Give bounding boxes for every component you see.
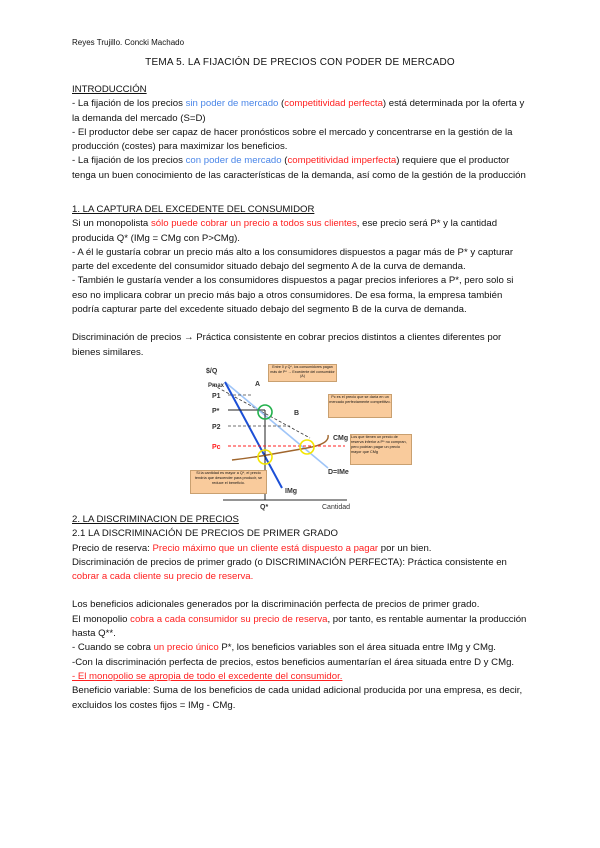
text: ( [281,155,288,167]
pc-label: Pc [212,444,221,451]
note-higher-quantity: Si la cantidad es mayor a Q*, el precio tendría que descender para producir, se reduce el beneficio. [190,470,267,494]
section-2-paragraph-1 [72,542,530,556]
note-consumer-surplus: Entre 0 y Q*, los consumidores pagan más de P* → Excedente del consumidor (A) [268,364,337,382]
section-2-paragraph-5 [72,641,530,655]
highlight-red: cobra a cada consumidor su precio de reserva [130,613,328,625]
section-2 [72,513,530,713]
text: P*, los beneficios variables son el área situada entre IMg y CMg. [218,642,496,654]
highlight-red: sólo puede cobrar un precio a todos sus clientes [150,218,357,230]
text: por un bien. [378,542,432,554]
cmg-label: CMg [333,435,349,442]
section-1-heading: 1. LA CAPTURA DEL EXCEDENTE DEL CONSUMIDOR [72,204,315,215]
text: - Cuando se cobra [72,642,154,654]
text: Si un monopolista [72,218,151,230]
highlight-blue: con poder de mercado [185,155,282,167]
highlight-red: un precio único [153,642,219,654]
text: - La fijación de los precios [72,98,186,110]
section-2-1-heading: 2.1 LA DISCRIMINACIÓN DE PRECIOS DE PRIMER GRADO [72,528,339,540]
section-2-paragraph-3: Los beneficios adicionales generados por la discriminación perfecta de precios de primer grado. [72,599,480,611]
pmax-label: Pmax [208,383,225,389]
section-2-heading: 2. LA DISCRIMINACION DE PRECIOS [72,514,239,525]
section-2-paragraph-2 [72,556,530,585]
page-header-author: Reyes Trujillo. Concki Machado [72,38,185,47]
demand-label: D=IMe [328,469,349,476]
page-title: TEMA 5. LA FIJACIÓN DE PRECIOS CON PODER DE MERCADO [145,57,455,68]
section-1-paragraph-2: - A él le gustaría cobrar un precio más alto a los consumidores dispuestos a pagar más de P* y capturar parte del excedente del consumidor situado debajo del segmento A de la curva de demanda. [72,246,514,273]
text: El monopolio [72,613,131,625]
qstar-label: Q* [260,504,269,511]
section-2-paragraph-7: - El monopolio se apropia de todo el excedente del consumidor. [72,670,343,682]
highlight-blue: sin poder de mercado [185,98,279,110]
intro-heading: INTRODUCCIÓN [72,84,147,95]
p1-label: P1 [212,393,221,400]
section-2-paragraph-4 [72,613,530,642]
text: , ese precio será P* y la cantidad producida Q* (IMg = CMg con P>CMg). [72,218,498,244]
pstar-label: P* [212,408,220,415]
text: Discriminación de precios de primer grado (o DISCRIMINACIÓN PERFECTA): Práctica consistente en [72,556,507,568]
segment-a-label: A [255,381,261,388]
text: ) está determinada por la oferta y la demanda del mercado (S=D) [72,98,525,124]
p2-label: P2 [212,424,221,431]
y-axis-label: $/Q [206,368,218,375]
x-axis-label: Cantidad [322,504,351,511]
note-competitive-price: Pc es el precio que se daría en un mercado perfectamente competitivo. [328,394,392,418]
intro-paragraph-2: - El productor debe ser capaz de hacer pronósticos sobre el mercado y concentrarse en la gestión de la producción (costes) para maximizar los beneficios. [72,126,513,153]
section-1-paragraph-3: - También le gustaría vender a los consumidores dispuestos a pagar precios inferiores a P*, pero solo si eso no implicara cobrar un precio más bajo a otros consumidores. De esa forma, la empresa también podría capturar parte del excedente situado debajo del segmento B de la curva de demanda. [72,275,514,316]
note-low-reservation: Los que tienen un precio de reserva inferior a P* no compran, pero podrían pagar un precio mayor que CMg [350,434,412,465]
text: Precio de reserva: [72,542,153,554]
section-1-paragraph-4: Discriminación de precios → Práctica consistente en cobrar precios distintos a clientes diferentes por bienes similares. [72,332,502,358]
highlight-red: cobrar a cada cliente su precio de reserva. [72,571,254,583]
segment-b-label: B [294,410,300,417]
highlight-red: Precio máximo que un cliente está dispuesto a pagar [152,542,379,554]
text: ) requiere que el productor tenga un buen conocimiento de las características de la demanda, así como de la gestión de la producción [72,155,526,181]
highlight-red: competitividad imperfecta [287,155,397,167]
text: ( [278,98,285,110]
section-2-paragraph-8: Beneficio variable: Suma de los beneficios de cada unidad adicional producida por una empresa, es decir, excluidos los costes fijos = IMg - CMg. [72,685,523,711]
text: , por tanto, es rentable aumentar la producción hasta Q**. [72,613,527,640]
text: - La fijación de los precios [72,155,186,167]
img-label: IMg [285,488,298,495]
highlight-red: competitividad perfecta [284,98,383,110]
section-2-paragraph-6: -Con la discriminación perfecta de precios, estos beneficios aumentarían el área situada entre D y CMg. [72,656,515,668]
